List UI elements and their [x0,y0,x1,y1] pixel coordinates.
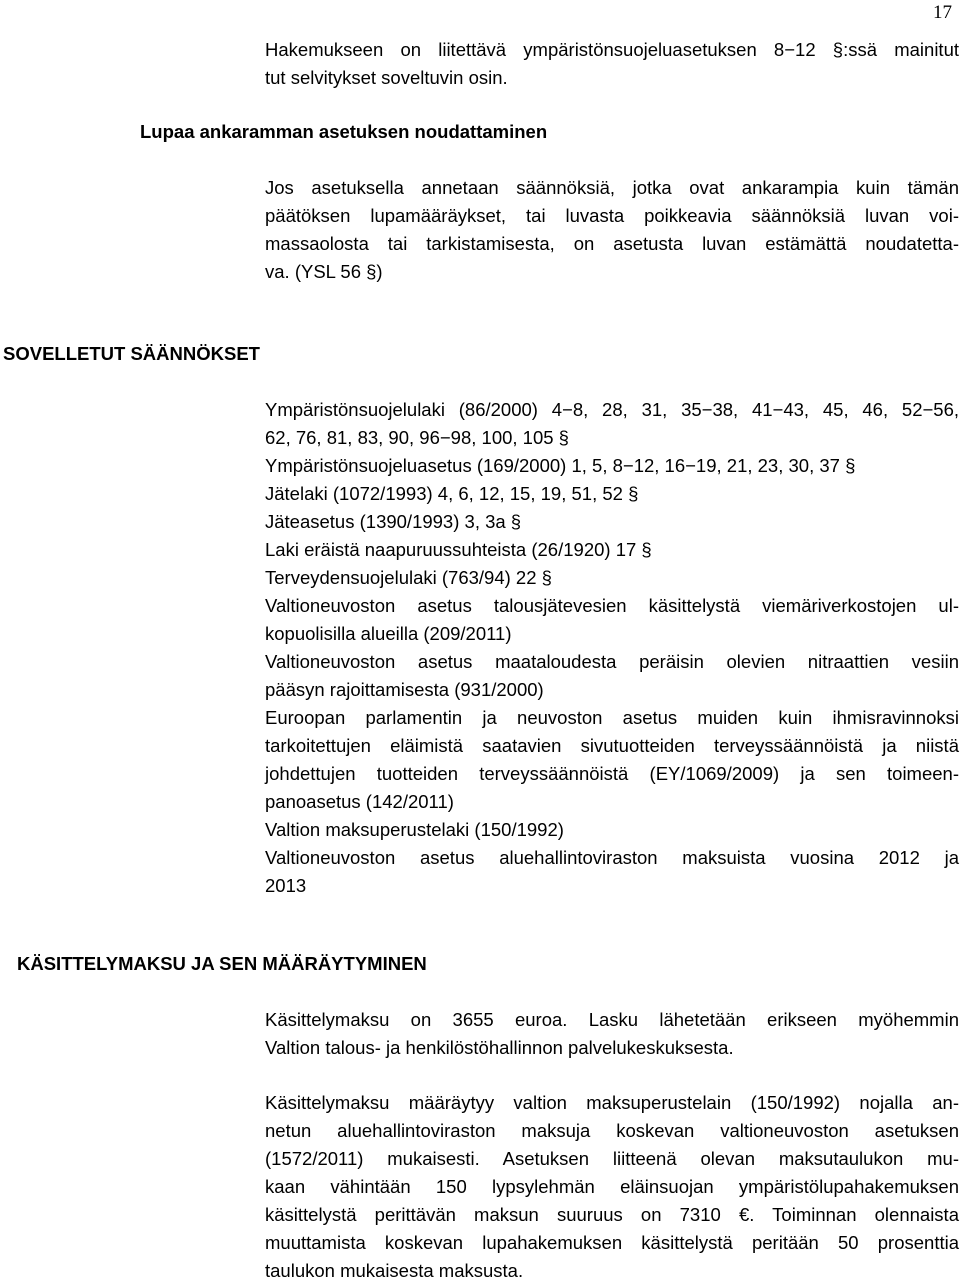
regulation-item [265,564,959,592]
regulation-item [265,844,959,900]
regulation-line: Ympäristönsuojeluasetus (169/2000) 1, 5, 8−12, 16−19, 21, 23, 30, 37 § [265,455,856,476]
regulation-line: pääsyn rajoittamisesta (931/2000) [265,679,544,700]
page-number: 17 [933,2,952,23]
fee-line: Käsittelymaksu on 3655 euroa. Lasku lähetetään erikseen myöhemmin [265,1009,959,1030]
fee-line: taulukon mukaisesta maksusta. [265,1260,524,1281]
fee-line: (1572/2011) mukaisesti. Asetuksen liitteenä olevan maksutaulukon mu- [265,1148,959,1169]
regulation-line: Ympäristönsuojelulaki (86/2000) 4−8, 28, 31, 35−38, 41−43, 45, 46, 52−56, [265,399,959,420]
section-heading-sovelletut-saannokset: SOVELLETUT SÄÄNNÖKSET [3,343,260,364]
intro-line: Hakemukseen on liitettävä ympäristönsuojeluasetuksen 8−12 §:ssä mainitut [265,39,959,60]
regulation-line: Valtioneuvoston asetus aluehallintoviraston maksuista vuosina 2012 ja [265,847,959,868]
section1-paragraph [265,174,959,286]
fee-line: kaan vähintään 150 lypsylehmän eläinsuojan ympäristölupahakemuksen [265,1176,959,1197]
fee-line: Käsittelymaksu määräytyy valtion maksuperustelain (150/1992) nojalla an- [265,1092,959,1113]
fee-line: käsittelystä perittävän maksun suuruus on 7310 €. Toiminnan olennaista [265,1204,959,1225]
regulation-item [265,816,959,844]
fee-line: Valtion talous- ja henkilöstöhallinnon palvelukeskuksesta. [265,1037,734,1058]
regulation-item [265,648,959,704]
regulation-line: Valtion maksuperustelaki (150/1992) [265,819,564,840]
section-heading-kasittelymaksu: KÄSITTELYMAKSU JA SEN MÄÄRÄYTYMINEN [17,953,427,974]
regulation-line: panoasetus (142/2011) [265,791,454,812]
fee-paragraph-2 [265,1089,959,1285]
regulation-item [265,704,959,816]
regulation-item [265,396,959,452]
regulation-line: tarkoitettujen eläimistä saatavien sivutuotteiden terveyssäännöistä ja niistä [265,735,959,756]
regulation-line: 2013 [265,875,307,896]
regulation-item [265,480,959,508]
fee-paragraph-1 [265,1006,959,1062]
fee-line: muuttamista koskevan lupahakemuksen käsittelystä peritään 50 prosenttia [265,1232,959,1253]
regulation-item [265,592,959,648]
section-heading-lupaa-ankaramman: Lupaa ankaramman asetuksen noudattaminen [140,121,548,142]
section1-line: va. (YSL 56 §) [265,261,383,282]
intro-line: tut selvitykset soveltuvin osin. [265,67,508,88]
section1-line: massaolosta tai tarkistamisesta, on asetusta luvan estämättä noudatetta- [265,233,959,254]
regulation-item [265,452,959,480]
regulation-line: Terveydensuojelulaki (763/94) 22 § [265,567,552,588]
regulation-line: johdettujen tuotteiden terveyssäännöistä (EY/1069/2009) ja sen toimeen- [265,763,959,784]
regulation-line: Valtioneuvoston asetus maataloudesta peräisin olevien nitraattien vesiin [265,651,959,672]
regulation-line: kopuolisilla alueilla (209/2011) [265,623,512,644]
regulation-line: Jätelaki (1072/1993) 4, 6, 12, 15, 19, 51, 52 § [265,483,639,504]
fee-line: netun aluehallintoviraston maksuja koskevan valtioneuvoston asetuksen [265,1120,959,1141]
regulation-item [265,508,959,536]
regulation-item [265,536,959,564]
section1-line: päätöksen lupamääräykset, tai luvasta poikkeavia säännöksiä luvan voi- [265,205,959,226]
regulation-line: Euroopan parlamentin ja neuvoston asetus muiden kuin ihmisravinnoksi [265,707,959,728]
regulation-line: Valtioneuvoston asetus talousjätevesien käsittelystä viemäriverkostojen ul- [265,595,959,616]
regulation-line: Laki eräistä naapuruussuhteista (26/1920) 17 § [265,539,652,560]
regulation-line: Jäteasetus (1390/1993) 3, 3a § [265,511,522,532]
intro-paragraph [265,36,959,92]
regulation-line: 62, 76, 81, 83, 90, 96−98, 100, 105 § [265,427,569,448]
regulations-list [265,396,959,900]
section1-line: Jos asetuksella annetaan säännöksiä, jotka ovat ankarampia kuin tämän [265,177,959,198]
